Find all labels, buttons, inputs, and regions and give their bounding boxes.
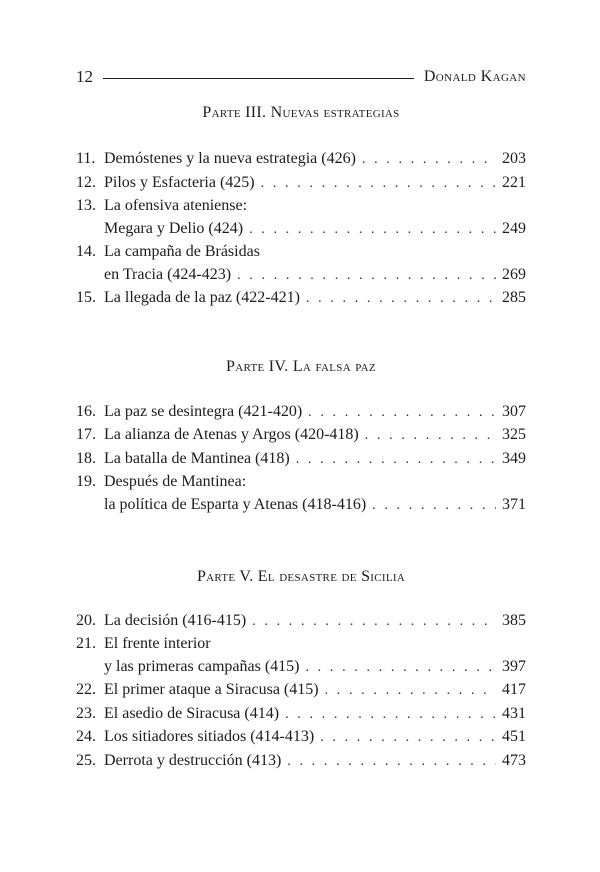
chapter-page: 417 (502, 681, 526, 698)
page-number: 12 (76, 67, 93, 86)
chapter-number: 12. (76, 174, 96, 191)
chapter-title: La ofensiva ateniense: (104, 197, 248, 214)
chapter-number: 24. (76, 728, 96, 745)
dot-leader (365, 428, 496, 444)
chapter-title: La paz se desintegra (421-420) (104, 403, 303, 420)
running-header (76, 66, 526, 88)
dot-leader (308, 405, 496, 421)
dot-leader (261, 176, 496, 192)
chapter-page: 397 (502, 658, 526, 675)
chapter-page: 451 (502, 728, 526, 745)
chapter-title: El frente interior (104, 635, 211, 652)
chapter-title-continued: Megara y Delio (424) (104, 220, 244, 237)
dot-leader (372, 498, 496, 514)
chapter-number: 21. (76, 635, 96, 652)
chapter-page: 431 (502, 705, 526, 722)
chapter-page: 371 (502, 496, 526, 513)
chapter-number: 23. (76, 705, 96, 722)
chapter-number: 16. (76, 403, 96, 420)
chapter-title: Derrota y destrucción (413) (104, 752, 282, 769)
dot-leader (249, 222, 496, 238)
chapter-title: La decisión (416-415) (104, 612, 247, 629)
dot-leader (285, 707, 496, 723)
chapter-title: Los sitiadores sitiados (414-413) (104, 728, 315, 745)
part-heading: Parte IV. La falsa paz (226, 358, 376, 375)
chapter-page: 349 (502, 450, 526, 467)
chapter-page: 203 (502, 150, 526, 167)
chapter-number: 14. (76, 243, 96, 260)
chapter-page: 307 (502, 403, 526, 420)
chapter-number: 25. (76, 752, 96, 769)
chapter-number: 22. (76, 681, 96, 698)
dot-leader (287, 754, 496, 770)
dot-leader (305, 660, 496, 676)
chapter-title-continued: la política de Esparta y Atenas (418-416) (104, 496, 367, 513)
chapter-title: La llegada de la paz (422-421) (104, 289, 300, 306)
chapter-title-continued: en Tracia (424-423) (104, 266, 232, 283)
chapter-title: El primer ataque a Siracusa (415) (104, 681, 319, 698)
chapter-number: 17. (76, 426, 96, 443)
dot-leader (306, 291, 496, 307)
chapter-page: 385 (502, 612, 526, 629)
chapter-title: La alianza de Atenas y Argos (420-418) (104, 426, 359, 443)
chapter-title: Después de Mantinea: (104, 473, 247, 490)
dot-leader (320, 730, 496, 746)
chapter-number: 11. (76, 150, 96, 167)
part-heading: Parte V. El desastre de Sicilia (196, 568, 406, 585)
header-rule (103, 78, 414, 79)
dot-leader (252, 614, 496, 630)
chapter-title-continued: y las primeras campañas (415) (104, 658, 300, 675)
chapter-page: 325 (502, 426, 526, 443)
author-name: Donald Kagan (423, 68, 526, 85)
chapter-number: 18. (76, 450, 96, 467)
chapter-title: El asedio de Siracusa (414) (104, 705, 280, 722)
chapter-title: Pilos y Esfacteria (425) (104, 174, 255, 191)
chapter-page: 249 (502, 220, 526, 237)
dot-leader (362, 152, 496, 168)
chapter-page: 221 (502, 174, 526, 191)
chapter-title: La campaña de Brásidas (104, 243, 260, 260)
chapter-page: 285 (502, 289, 526, 306)
chapter-number: 19. (76, 473, 96, 490)
chapter-number: 13. (76, 197, 96, 214)
chapter-title: La batalla de Mantinea (418) (104, 450, 290, 467)
chapter-number: 20. (76, 612, 96, 629)
chapter-number: 15. (76, 289, 96, 306)
dot-leader (237, 268, 496, 284)
chapter-title: Demóstenes y la nueva estrategia (426) (104, 150, 356, 167)
dot-leader (296, 452, 496, 468)
chapter-page: 473 (502, 752, 526, 769)
chapter-page: 269 (502, 266, 526, 283)
dot-leader (325, 683, 496, 699)
part-heading: Parte III. Nuevas estrategias (202, 104, 400, 121)
